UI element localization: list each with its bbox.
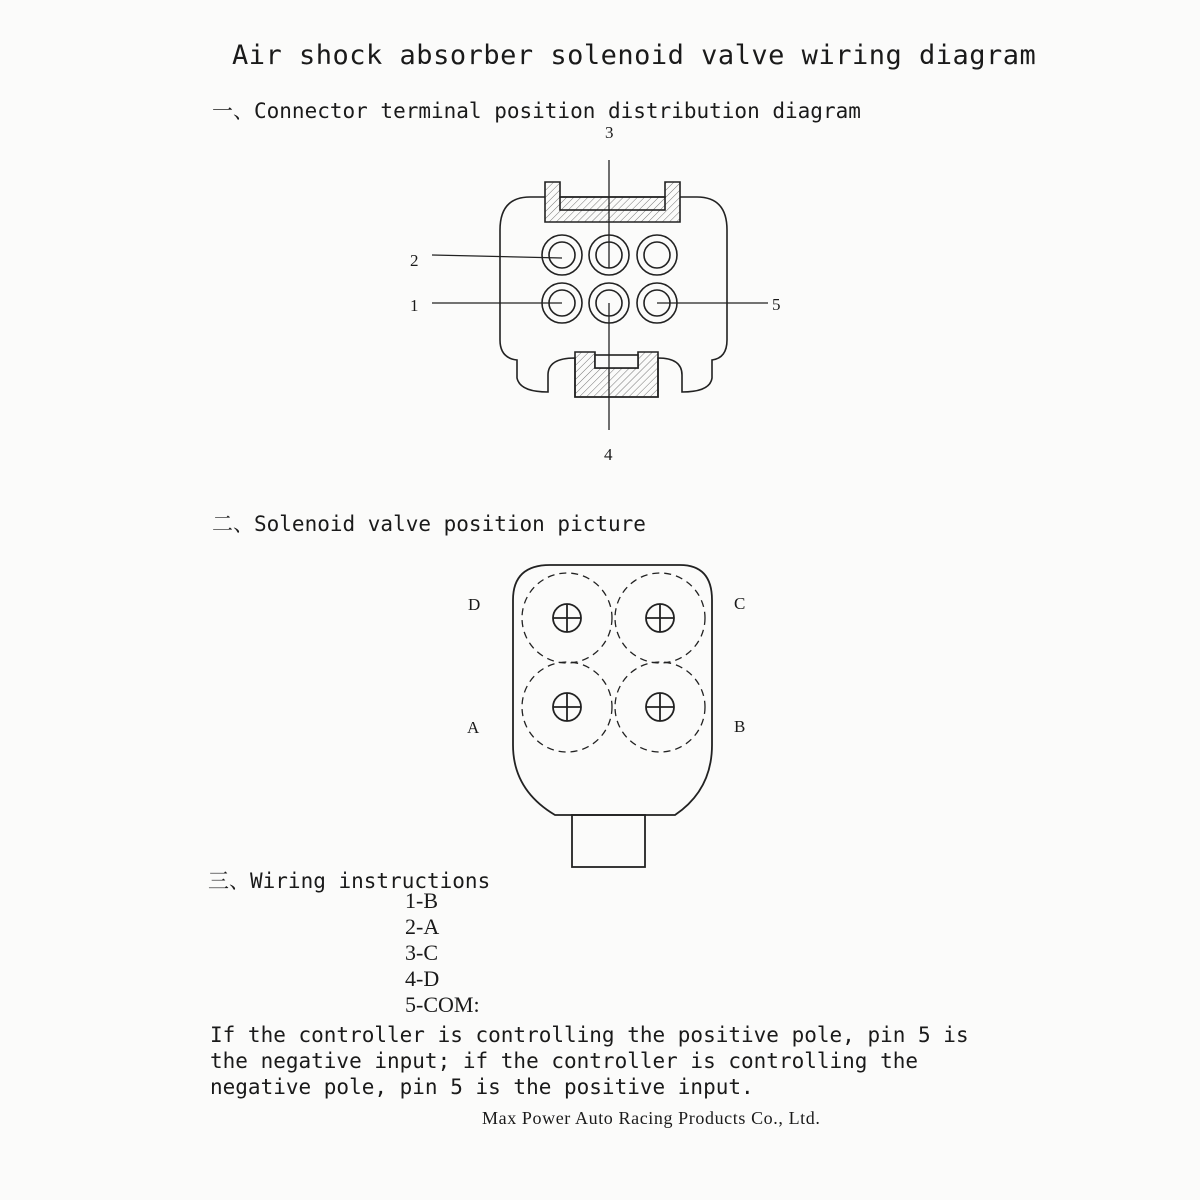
wiring-item-3: 3-C xyxy=(405,940,438,965)
valve-label-d: D xyxy=(468,595,481,614)
company-footer: Max Power Auto Racing Products Co., Ltd. xyxy=(482,1108,821,1128)
pin-label-2: 2 xyxy=(410,251,419,270)
pin-label-1: 1 xyxy=(410,296,419,315)
pin-label-3: 3 xyxy=(605,123,614,142)
instruction-line: negative pole, pin 5 is the positive input. xyxy=(210,1075,754,1099)
wiring-item-2: 2-A xyxy=(405,914,440,939)
valve-label-c: C xyxy=(734,594,746,613)
pin-label-4: 4 xyxy=(604,445,613,464)
screw-icon-d xyxy=(553,604,581,632)
connector-diagram xyxy=(500,182,727,397)
valve-diagram xyxy=(467,565,745,867)
valve-label-b: B xyxy=(734,717,746,736)
page-title: Air shock absorber solenoid valve wiring diagram xyxy=(232,40,1037,71)
wiring-item-1: 1-B xyxy=(405,888,438,913)
screw-icon-a xyxy=(553,693,581,721)
screw-icon-c xyxy=(646,604,674,632)
pin-label-5: 5 xyxy=(772,295,781,314)
valve-stem xyxy=(572,815,645,867)
instruction-paragraph xyxy=(210,1022,970,1100)
instruction-line: If the controller is controlling the positive pole, pin 5 is xyxy=(210,1023,969,1047)
valve-body xyxy=(513,565,712,815)
valve-label-a: A xyxy=(467,718,480,737)
section-heading-connector: 一、Connector terminal position distribution diagram xyxy=(212,99,861,123)
section-heading-valve: 二、Solenoid valve position picture xyxy=(212,512,646,536)
wiring-item-4: 4-D xyxy=(405,966,440,991)
connector-top-latch xyxy=(545,182,680,222)
screw-icon-b xyxy=(646,693,674,721)
section-heading-wiring: 三、Wiring instructions xyxy=(208,869,491,893)
instruction-line: the negative input; if the controller is controlling the xyxy=(210,1049,919,1073)
wiring-item-5: 5-COM: xyxy=(405,992,480,1017)
pin-socket-top-right xyxy=(637,235,677,275)
pin-socket-2 xyxy=(542,235,582,275)
